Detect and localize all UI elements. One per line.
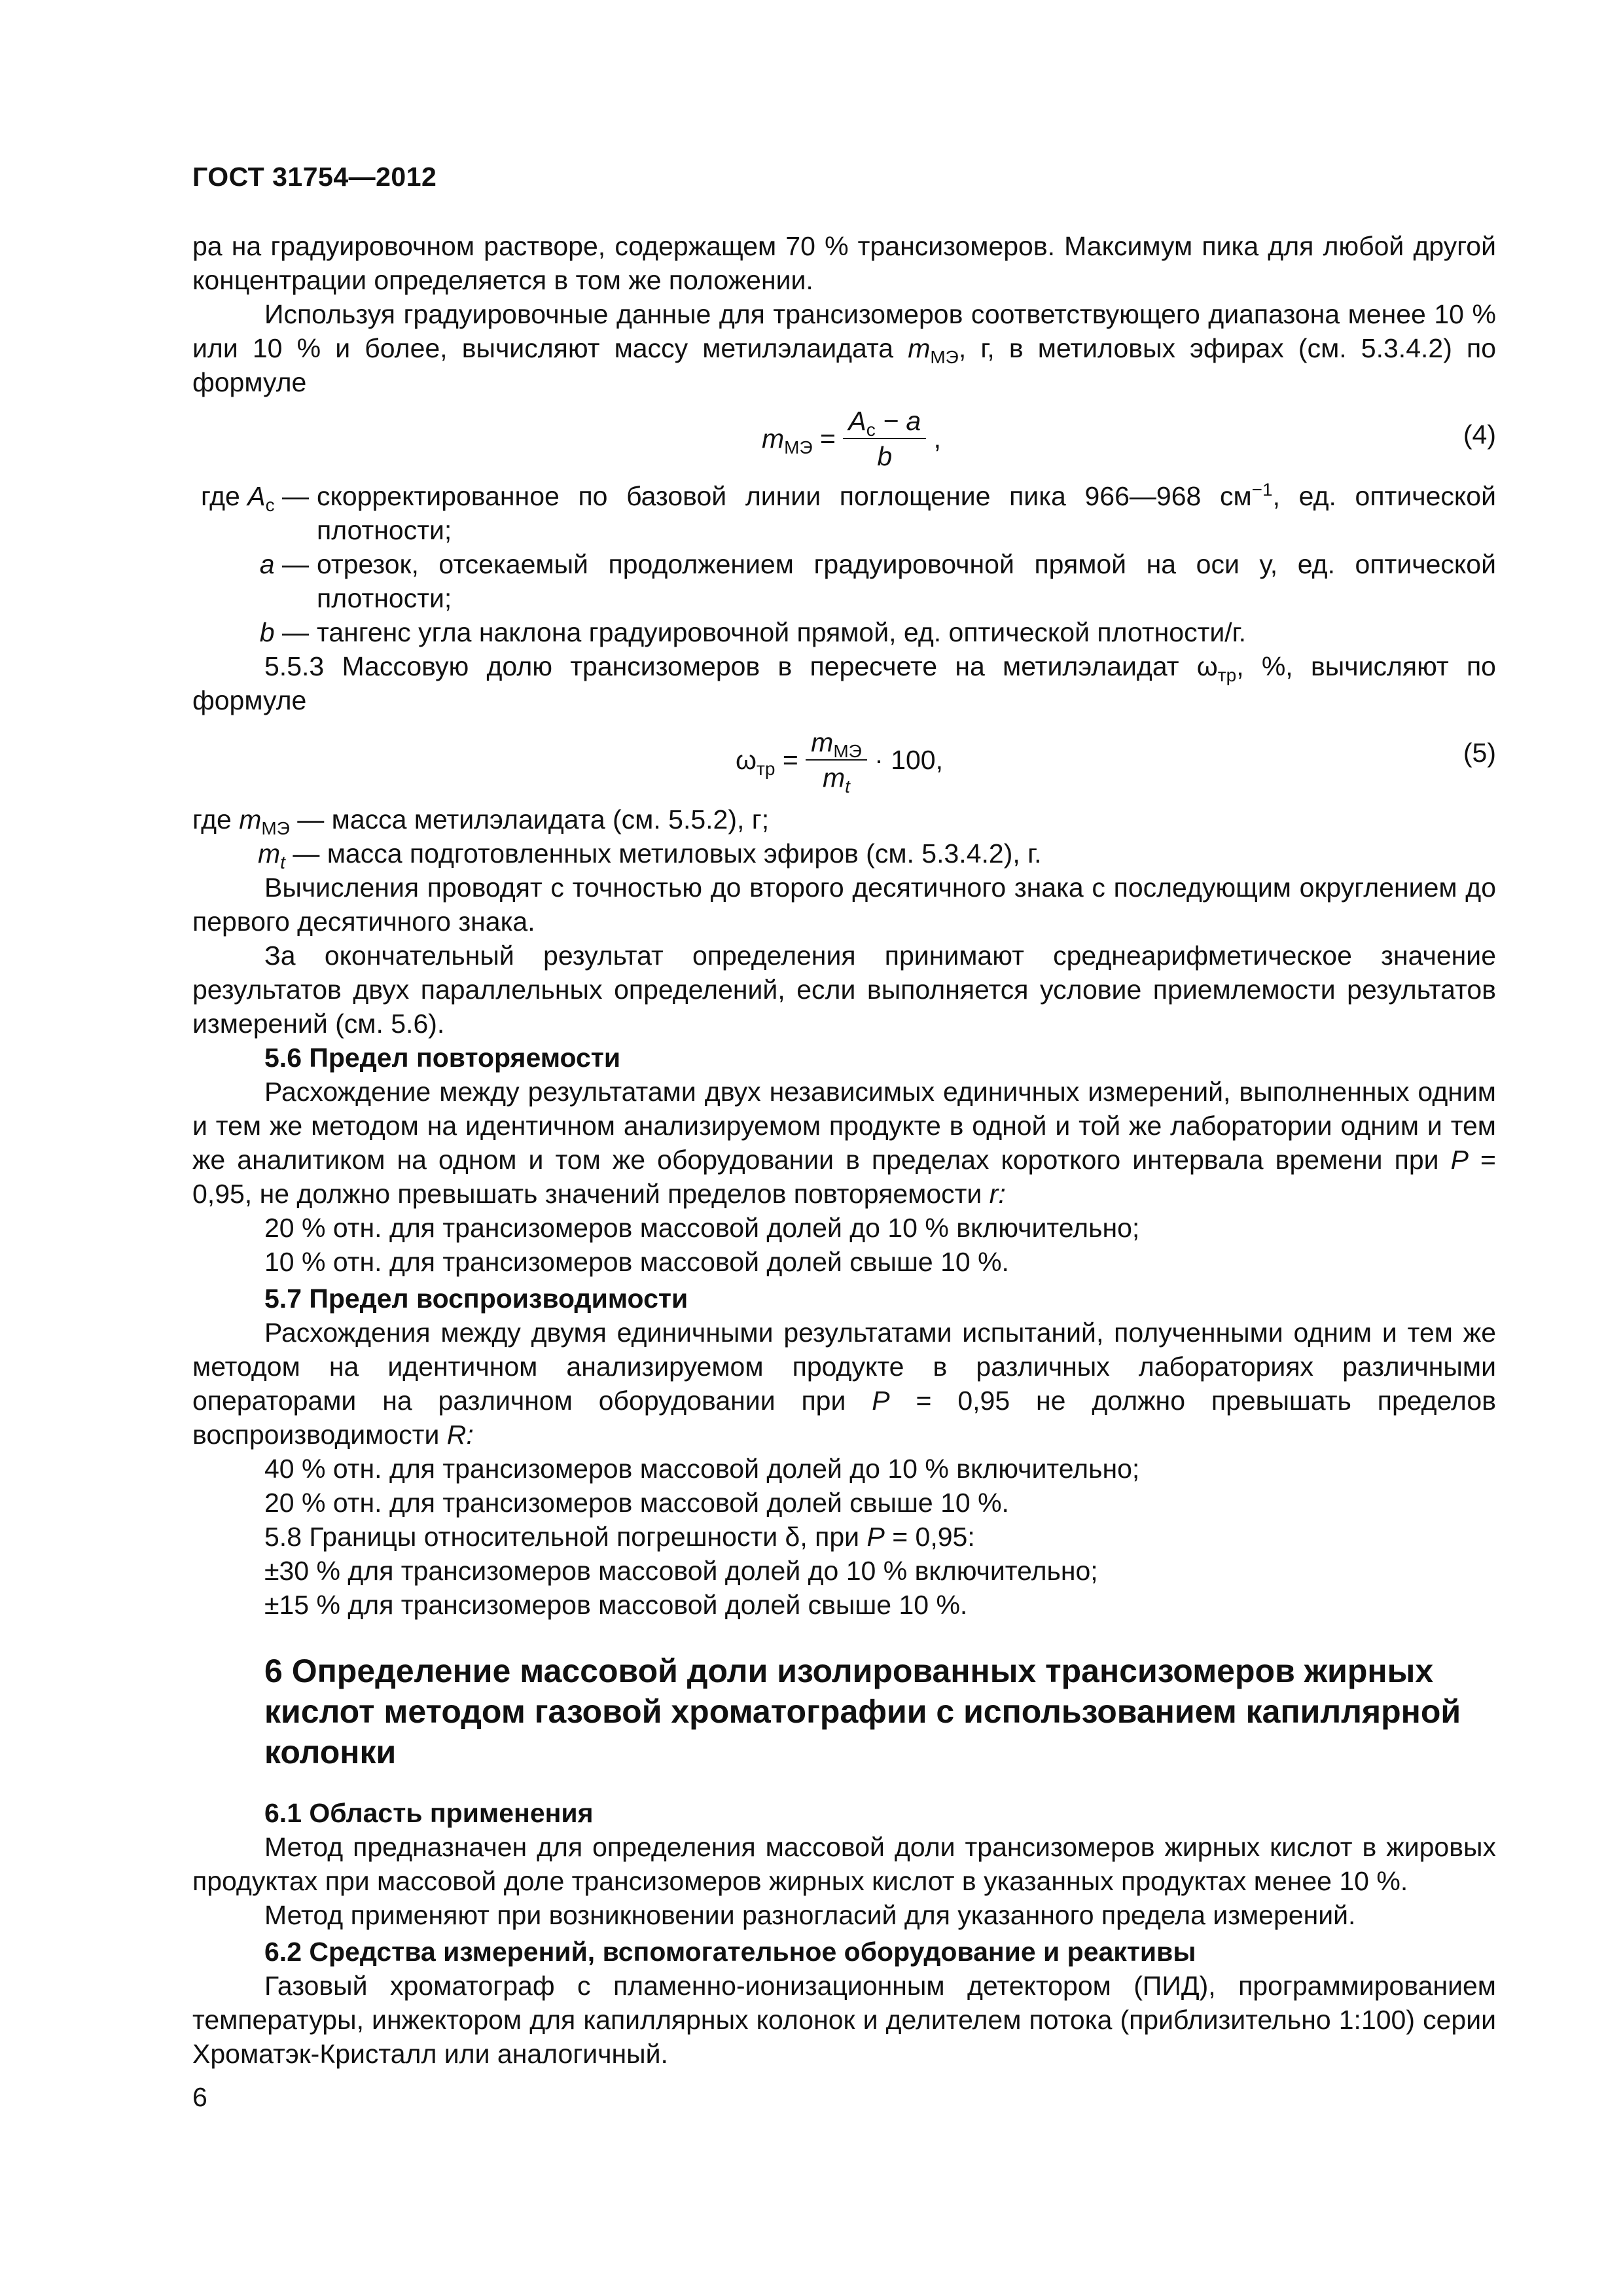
formula-5-num: m <box>811 727 834 757</box>
formula-4-lhs: m <box>762 423 785 454</box>
list-item: 20 % отн. для трансизомеров массовой долей до 10 % включительно; <box>264 1213 1140 1243</box>
paragraph-5-7 <box>192 1316 1496 1452</box>
definition-sup: −1 <box>1251 479 1273 500</box>
var-m: m <box>908 333 931 363</box>
formula-4-num-rest: − a <box>875 406 921 436</box>
paragraph-calibration <box>192 297 1496 399</box>
definition-symbol-sub: t <box>280 852 285 873</box>
definition-tail: , ед. оптической плотности; <box>317 481 1496 545</box>
paragraph-5-7-text-b: = 0,95 не должно превышать пределов воспроизводимости <box>192 1386 1496 1450</box>
var-m-sub: МЭ <box>930 347 959 368</box>
definition-symbol: m <box>239 804 262 834</box>
paragraph-5-5-3 <box>192 649 1496 717</box>
formula-4-number: (4) <box>1463 420 1496 450</box>
list-item: ±30 % для трансизомеров массовой долей до 10 % включительно; <box>264 1556 1098 1586</box>
formula-5-numerator <box>806 726 867 761</box>
definition-symbol-sub: c <box>265 495 275 516</box>
omega-sub: тр <box>1217 665 1237 686</box>
definition-text: отрезок, отсекаемый продолжением градуировочной прямой на оси у, ед. оптической плотности; <box>317 549 1496 613</box>
definition-row <box>192 615 1496 649</box>
paragraph-calibration-text-b: , г, в метиловых эфирах (см. 5.3.4.2) по формуле <box>192 333 1496 397</box>
formula-5-fraction <box>806 726 867 797</box>
paragraph-5-5-3-text-a: 5.5.3 Массовую долю трансизомеров в пересчете на метилэлаидат <box>264 651 1197 681</box>
formula-5-def-2 <box>192 836 1496 873</box>
symbol-R: R: <box>446 1420 474 1450</box>
symbol-P: P <box>872 1386 890 1416</box>
formula-4-body <box>762 399 941 478</box>
heading-5-7: 5.7 Предел воспроизводимости <box>264 1283 688 1314</box>
paragraph-6-1-1: Метод предназначен для определения массовой доли трансизомеров жирных кислот в жировых продуктах при массовой доле трансизомеров жирных кислот в указанных продуктах менее 10 %. <box>192 1832 1496 1896</box>
definition-desc: скорректированное по базовой линии поглощение пика 966—968 см <box>317 481 1252 511</box>
paragraph-5-6 <box>192 1075 1496 1211</box>
definition-prefix: где <box>201 481 248 511</box>
definition-prefix: где <box>192 804 240 834</box>
formula-5-denominator <box>822 761 850 797</box>
formula-5-number: (5) <box>1463 738 1496 768</box>
formula-5-den: m <box>822 762 846 793</box>
list-item: 40 % отн. для трансизомеров массовой долей до 10 % включительно; <box>264 1454 1140 1484</box>
formula-5 <box>192 717 1496 802</box>
list-item: 20 % отн. для трансизомеров массовой долей свыше 10 %. <box>264 1488 1009 1518</box>
definition-symbol: b <box>259 617 275 647</box>
list-item: ±15 % для трансизомеров массовой долей свыше 10 %. <box>264 1590 968 1620</box>
formula-5-den-sub: t <box>845 776 850 797</box>
definition-symbol-sub: МЭ <box>261 818 290 839</box>
formula-5-body <box>736 717 943 802</box>
definition-term <box>192 547 317 615</box>
paragraph-calc-precision: Вычисления проводят с точностью до второго десятичного знака с последующим округлением до первого десятичного знака. <box>192 872 1496 937</box>
formula-5-lhs-sub: тр <box>757 759 776 780</box>
page-number: 6 <box>192 2082 207 2112</box>
definition-dash: — <box>274 549 309 579</box>
paragraph-5-6-text-a: Расхождение между результатами двух независимых единичных измерений, выполненных одним и тем же методом на идентичном анализируемом продукте в одной и той же лаборатории одним и тем же аналитиком на одном и том же оборудовании в пределах короткого интервала времени при <box>192 1077 1496 1175</box>
paragraph-5-5-3-text-b: , %, вычисляют по формуле <box>192 651 1496 715</box>
definition-row <box>192 479 1496 547</box>
heading-6-1: 6.1 Область применения <box>264 1798 594 1828</box>
formula-4-num-a-sub: c <box>866 420 876 440</box>
definition-desc: — масса подготовленных метиловых эфиров (см. 5.3.4.2), г. <box>285 838 1042 869</box>
heading-section-6: 6 Определение массовой доли изолированных трансизомеров жирных кислот методом газовой хроматографии с использованием капиллярной колонки <box>264 1653 1461 1770</box>
definition-symbol: a <box>259 549 275 579</box>
definition-desc: — масса метилэлаидата (см. 5.5.2), г; <box>289 804 770 834</box>
formula-5-tail: · 100, <box>866 745 943 775</box>
paragraph-5-8-text-a: 5.8 Границы относительной погрешности δ, при <box>264 1522 867 1552</box>
formula-5-eq: = <box>775 745 806 775</box>
definition-term <box>192 479 317 547</box>
formula-4-num-a: A <box>848 406 866 436</box>
paragraph-6-1-2: Метод применяют при возникновении разногласий для указанного предела измерений. <box>264 1900 1356 1930</box>
formula-4-den: b <box>877 441 893 471</box>
formula-4-eq: = <box>812 423 844 454</box>
formula-5-def-1 <box>192 802 1496 839</box>
formula-4 <box>192 399 1496 478</box>
list-item: 10 % отн. для трансизомеров массовой долей свыше 10 %. <box>264 1247 1009 1277</box>
document-body <box>192 229 1496 2071</box>
paragraph-5-7-text-a: Расхождения между двумя единичными результатами испытаний, полученными одним и тем же методом на идентичном анализируемом продукте в различных лабораториях различными операторами на различном оборудовании при <box>192 1318 1496 1416</box>
heading-5-6: 5.6 Предел повторяемости <box>264 1043 621 1073</box>
paragraph-6-2-1: Газовый хроматограф с пламенно-ионизационным детектором (ПИД), программированием температуры, инжектором для капиллярных колонок и делителем потока (приблизительно 1:100) серии Хроматэк-Кристалл или аналогичный. <box>192 1971 1496 2069</box>
symbol-r: r: <box>989 1179 1006 1209</box>
formula-4-numerator <box>843 405 926 439</box>
paragraph-calibration-text-a: Используя градуировочные данные для трансизомеров соответствующего диапазона менее 10 % или 10 % и более, вычисляют массу метилэлаидата <box>192 299 1496 363</box>
symbol-P: P <box>866 1522 885 1552</box>
definition-row <box>192 547 1496 615</box>
definition-text <box>317 479 1496 547</box>
definition-term <box>192 615 317 649</box>
definition-dash: — <box>274 617 309 647</box>
omega-symbol: ω <box>1196 651 1218 681</box>
paragraph-5-6-text-b: = 0,95, не должно превышать значений пределов повторяемости <box>192 1145 1496 1209</box>
formula-4-tail: , <box>926 423 942 454</box>
formula-4-denominator <box>877 439 892 472</box>
symbol-P: P <box>1450 1145 1469 1175</box>
definition-dash: — <box>274 481 309 511</box>
formula-5-lhs: ω <box>736 745 757 775</box>
definition-symbol: A <box>247 481 266 511</box>
paragraph-final-result: За окончательный результат определения принимают среднеарифметическое значение результатов двух параллельных определений, если выполняется условие приемлемости результатов измерений (см. 5.6). <box>192 941 1496 1039</box>
definition-text: тангенс угла наклона градуировочной прямой, ед. оптической плотности/г. <box>317 617 1246 647</box>
paragraph-continuation: ра на градуировочном растворе, содержащем 70 % трансизомеров. Максимум пика для любой другой концентрации определяется в том же положении. <box>192 231 1496 295</box>
paragraph-5-8-text-b: = 0,95: <box>884 1522 975 1552</box>
formula-4-definitions <box>192 479 1496 649</box>
formula-4-lhs-sub: МЭ <box>784 437 813 458</box>
formula-5-num-sub: МЭ <box>833 741 862 762</box>
definition-symbol: m <box>258 838 281 869</box>
formula-4-fraction <box>843 405 926 472</box>
document-header: ГОСТ 31754—2012 <box>192 162 437 192</box>
paragraph-5-8 <box>192 1520 1496 1554</box>
heading-6-2: 6.2 Средства измерений, вспомогательное оборудование и реактивы <box>264 1937 1196 1967</box>
